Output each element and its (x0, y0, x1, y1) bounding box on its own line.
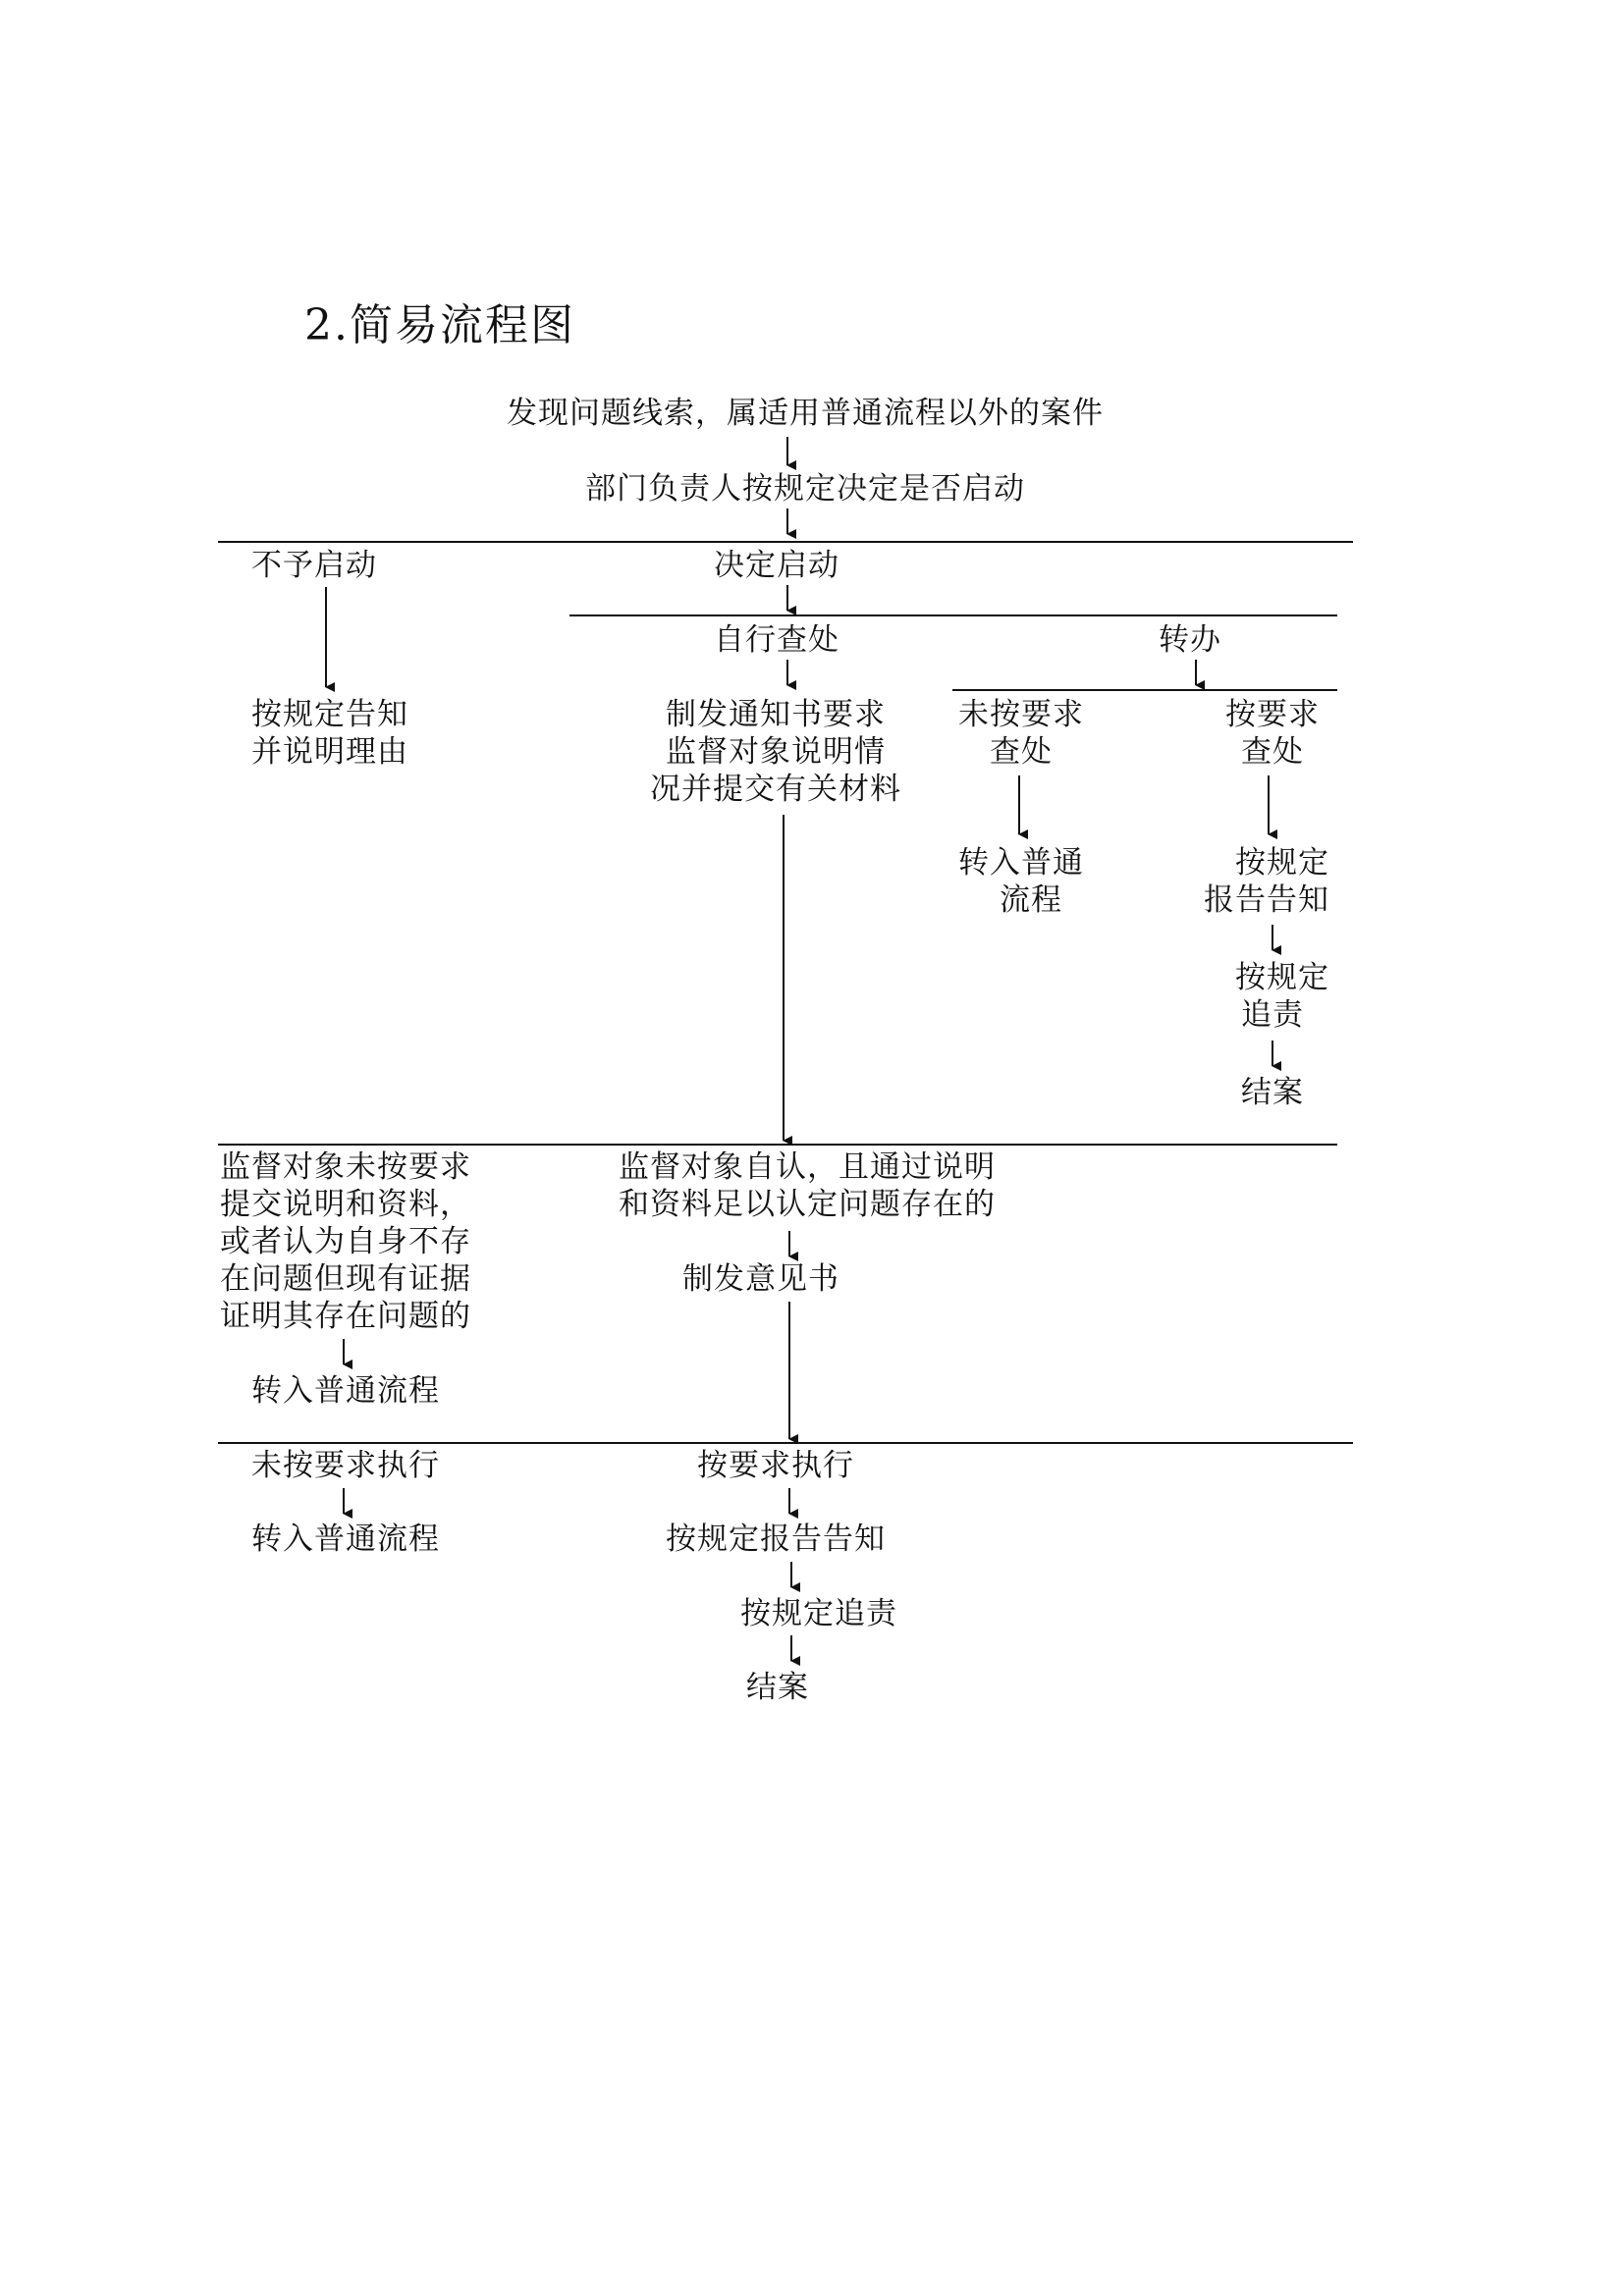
stage3-left-result: 转入普通流程 (251, 1522, 440, 1557)
per-req-accountability-line-2: 追责 (1241, 997, 1304, 1033)
self-step-line-2: 监督对象说明情 (666, 734, 886, 770)
notify-line-1: 按规定告知 (251, 697, 408, 732)
stage3-report: 按规定报告告知 (666, 1522, 886, 1557)
stage2-middle-line-2: 和资料足以认定问题存在的 (619, 1187, 996, 1222)
self-handle-label: 自行查处 (714, 622, 839, 658)
stage2-middle-line-1: 监督对象自认，且通过说明 (619, 1149, 996, 1185)
self-step-line-1: 制发通知书要求 (666, 697, 886, 732)
per-req-accountability-line-1: 按规定 (1235, 960, 1329, 995)
stage2-left-line-5: 证明其存在问题的 (220, 1299, 471, 1334)
decision-node: 部门负责人按规定决定是否启动 (585, 471, 1025, 507)
stage2-left-line-1: 监督对象未按要求 (220, 1149, 471, 1185)
notify-line-2: 并说明理由 (251, 734, 408, 770)
stage3-left-label: 未按要求执行 (251, 1448, 440, 1483)
stage3-middle-label: 按要求执行 (697, 1448, 854, 1483)
not-per-req-line-1: 未按要求 (958, 697, 1084, 732)
per-req-report-line-2: 报告告知 (1204, 882, 1329, 918)
to-normal-line-1: 转入普通 (958, 845, 1084, 881)
stage2-left-result: 转入普通流程 (251, 1373, 440, 1409)
opinion-node: 制发意见书 (682, 1261, 839, 1297)
stage2-left-line-4: 在问题但现有证据 (220, 1261, 471, 1297)
stage2-left-line-3: 或者认为自身不存 (220, 1224, 471, 1259)
per-req-close: 结案 (1241, 1075, 1304, 1110)
branch-yes-label: 决定启动 (714, 548, 839, 583)
to-normal-line-2: 流程 (1000, 882, 1062, 918)
self-step-line-3: 况并提交有关材料 (650, 772, 901, 807)
start-node: 发现问题线索，属适用普通流程以外的案件 (507, 396, 1104, 431)
per-req-report-line-1: 按规定 (1235, 845, 1329, 881)
stage2-left-line-2: 提交说明和资料， (220, 1187, 471, 1222)
per-req-line-1: 按要求 (1225, 697, 1320, 732)
branch-no-label: 不予启动 (251, 548, 377, 583)
stage3-accountability: 按规定追责 (740, 1596, 897, 1631)
not-per-req-line-2: 查处 (990, 734, 1053, 770)
stage3-close: 结案 (746, 1670, 809, 1705)
page-title: 2.简易流程图 (304, 300, 575, 350)
transfer-label: 转办 (1159, 622, 1221, 658)
per-req-line-2: 查处 (1241, 734, 1304, 770)
